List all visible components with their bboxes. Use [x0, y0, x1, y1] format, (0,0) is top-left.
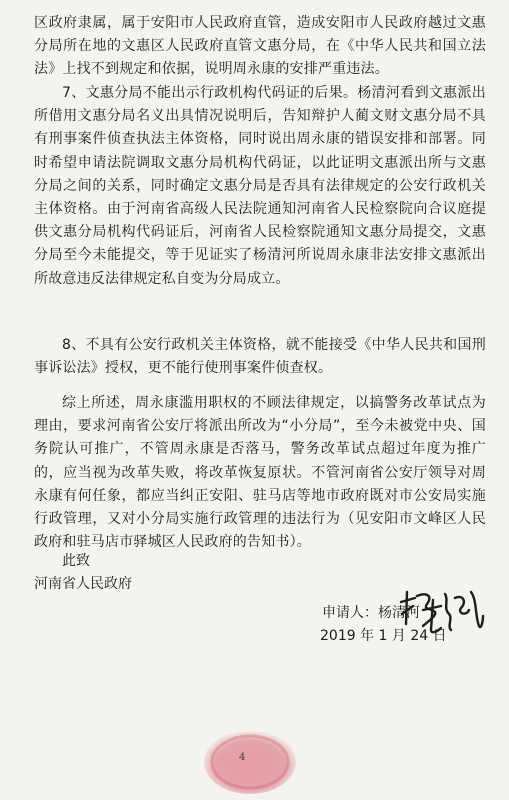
paragraph-1: 区政府隶属，属于安阳市人民政府直管，造成安阳市人民政府越过文惠分局所在地的文惠区人民政府直管文惠分局，在《中华人民共和国立法法》上找不到规定和依据，说明周永康的安排严重违法。 — [34, 15, 486, 78]
page-seal-stamp — [200, 720, 300, 794]
page-number: 4 — [239, 752, 246, 763]
applicant-line: 申请人：杨清河 — [322, 605, 420, 621]
paragraph-point-8: 8、不具有公安行政机关主体资格，就不能接受《中华人民共和国刑事诉讼法》授权，更不能行使刑事案件侦查权。 — [34, 337, 486, 377]
paragraph-point-7: 7、文惠分局不能出示行政机构代码证的后果。杨清河看到文惠派出所借用文惠分局名义出具情况说明后，告知辩护人蔺文财文惠分局不具有刑事案件侦查执法主体资格，同时说出周永康的错误安排和部署。同时希望申请法院调取文惠分局机构代码证，以此证明文惠派出所与文惠分局之间的关系，同时确定文惠分局是否具有法律规定的公安行政机关主体资格。由于河南省高级人民法院通知河南省人民检察院向合议庭提供文惠分局机构代码证后，河南省人民检察院通知文惠分局提交，文惠分局至今未能提交，等于见证实了杨清河所说周永康非法安排文惠派出所故意违反法律规定私自变为分局成立。 — [34, 85, 486, 287]
salutation: 此致 — [62, 553, 90, 569]
recipient: 河南省人民政府 — [34, 576, 132, 592]
handwritten-signature — [397, 586, 487, 636]
date-line: 2019 年 1 月 24 日 — [320, 628, 447, 644]
paragraph-summary: 综上所述，周永康滥用职权的不顾法律规定，以搞警务改革试点为理由，要求河南省公安厅将派出所改为“小分局”，至今未被党中央、国务院认可推广，不管周永康是否落马，警务改革试点超过年度为推广的，应当视为改革失败，将改革恢复原状。不管河南省公安厅领导对周永康有何任象，都应当纠正安阳、驻马店等地市政府既对市公安局实施行政管理，又对小分局实施行政管理的违法行为（见安阳市文峰区人民政府和驻马店市驿城区人民政府的告知书）。 — [34, 395, 486, 551]
